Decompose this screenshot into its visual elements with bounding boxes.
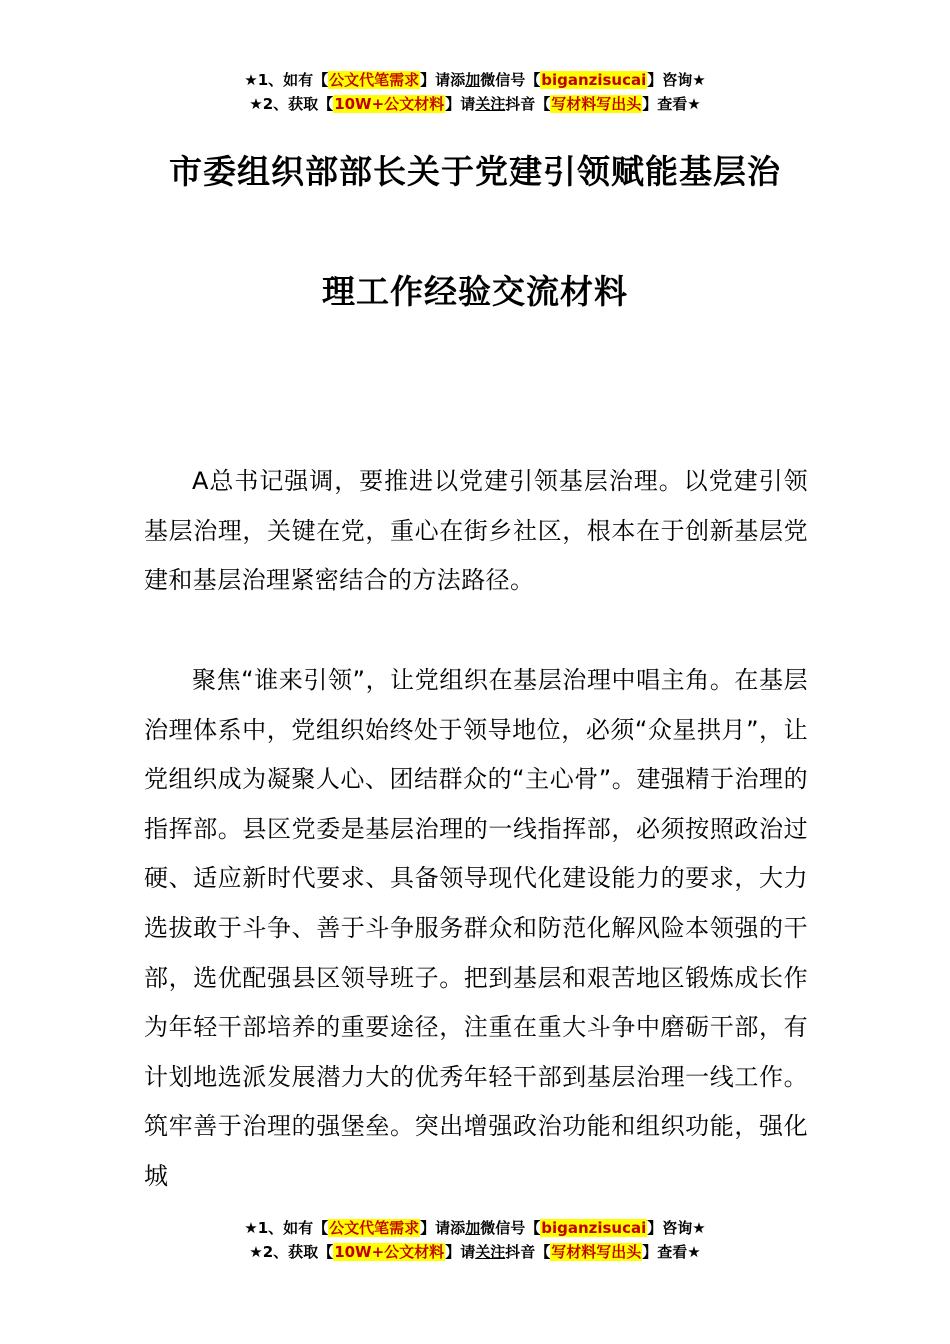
banner-text: 】请 (445, 95, 476, 113)
banner-text: 抖音【 (505, 95, 551, 113)
banner-text: ★1、如有【 (244, 71, 329, 89)
banner-underlined-text: 关注 (475, 1243, 506, 1261)
banner-highlight: 10W+公文材料 (334, 95, 445, 113)
banner-text: 】请添 (420, 71, 466, 89)
footer-banner (0, 1216, 950, 1264)
banner-line-1 (0, 68, 950, 92)
banner-text: 】查看★ (642, 1243, 701, 1261)
banner-underlined-text: 加 (465, 1219, 481, 1237)
banner-text: 】咨询★ (647, 1219, 706, 1237)
banner-text: 】请添 (420, 1219, 466, 1237)
body-paragraph-1 (144, 457, 808, 606)
banner-text: ★1、如有【 (244, 1219, 329, 1237)
banner-highlight: 公文代笔需求 (329, 71, 420, 89)
banner-line-1 (0, 1216, 950, 1240)
body-paragraph-2 (144, 656, 808, 1202)
banner-underlined-text: 关注 (475, 95, 506, 113)
banner-line-2 (0, 92, 950, 116)
banner-line-2 (0, 1240, 950, 1264)
banner-highlight: biganzisucai (541, 71, 647, 89)
banner-text: 微信号【 (480, 1219, 541, 1237)
banner-highlight: 写材料写出头 (551, 95, 642, 113)
banner-text: 抖音【 (505, 1243, 551, 1261)
banner-text: 】查看★ (642, 95, 701, 113)
banner-text: ★2、获取【 (249, 95, 334, 113)
banner-highlight: 10W+公文材料 (334, 1243, 445, 1261)
paragraph-text: 聚焦“谁来引领”，让党组织在基层治理中唱主角。在基层治理体系中，党组织始终处于领导地位，必须“众星拱月”，让党组织成为凝聚人心、团结群众的“主心骨”。建强精于治理的指挥部。县区党委是基层治理的一线指挥部，必须按照政治过硬、适应新时代要求、具备领导现代化建设能力的要求，大力选拔敢于斗争、善于斗争服务群众和防范化解风险本领强的干部，选优配强县区领导班子。把到基层和艰苦地区锻炼成长作为年轻干部培养的重要途径，注重在重大斗争中磨砺干部，有计划地选派发展潜力大的优秀年轻干部到基层治理一线工作。筑牢善于治理的强堡垒。突出增强政治功能和组织功能，强化城 (144, 666, 808, 1190)
banner-text: 】咨询★ (647, 71, 706, 89)
banner-text: 微信号【 (480, 71, 541, 89)
banner-highlight: 公文代笔需求 (329, 1219, 420, 1237)
header-banner (0, 68, 950, 116)
banner-text: ★2、获取【 (249, 1243, 334, 1261)
document-title-line-1: 市委组织部部长关于党建引领赋能基层治 (169, 152, 781, 191)
banner-highlight: 写材料写出头 (551, 1243, 642, 1261)
banner-underlined-text: 加 (465, 71, 481, 89)
banner-highlight: biganzisucai (541, 1219, 647, 1237)
paragraph-text: A总书记强调，要推进以党建引领基层治理。以党建引领基层治理，关键在党，重心在街乡社区，根本在于创新基层党建和基层治理紧密结合的方法路径。 (144, 467, 808, 595)
banner-text: 】请 (445, 1243, 476, 1261)
document-title-line-2: 理工作经验交流材料 (322, 272, 628, 311)
